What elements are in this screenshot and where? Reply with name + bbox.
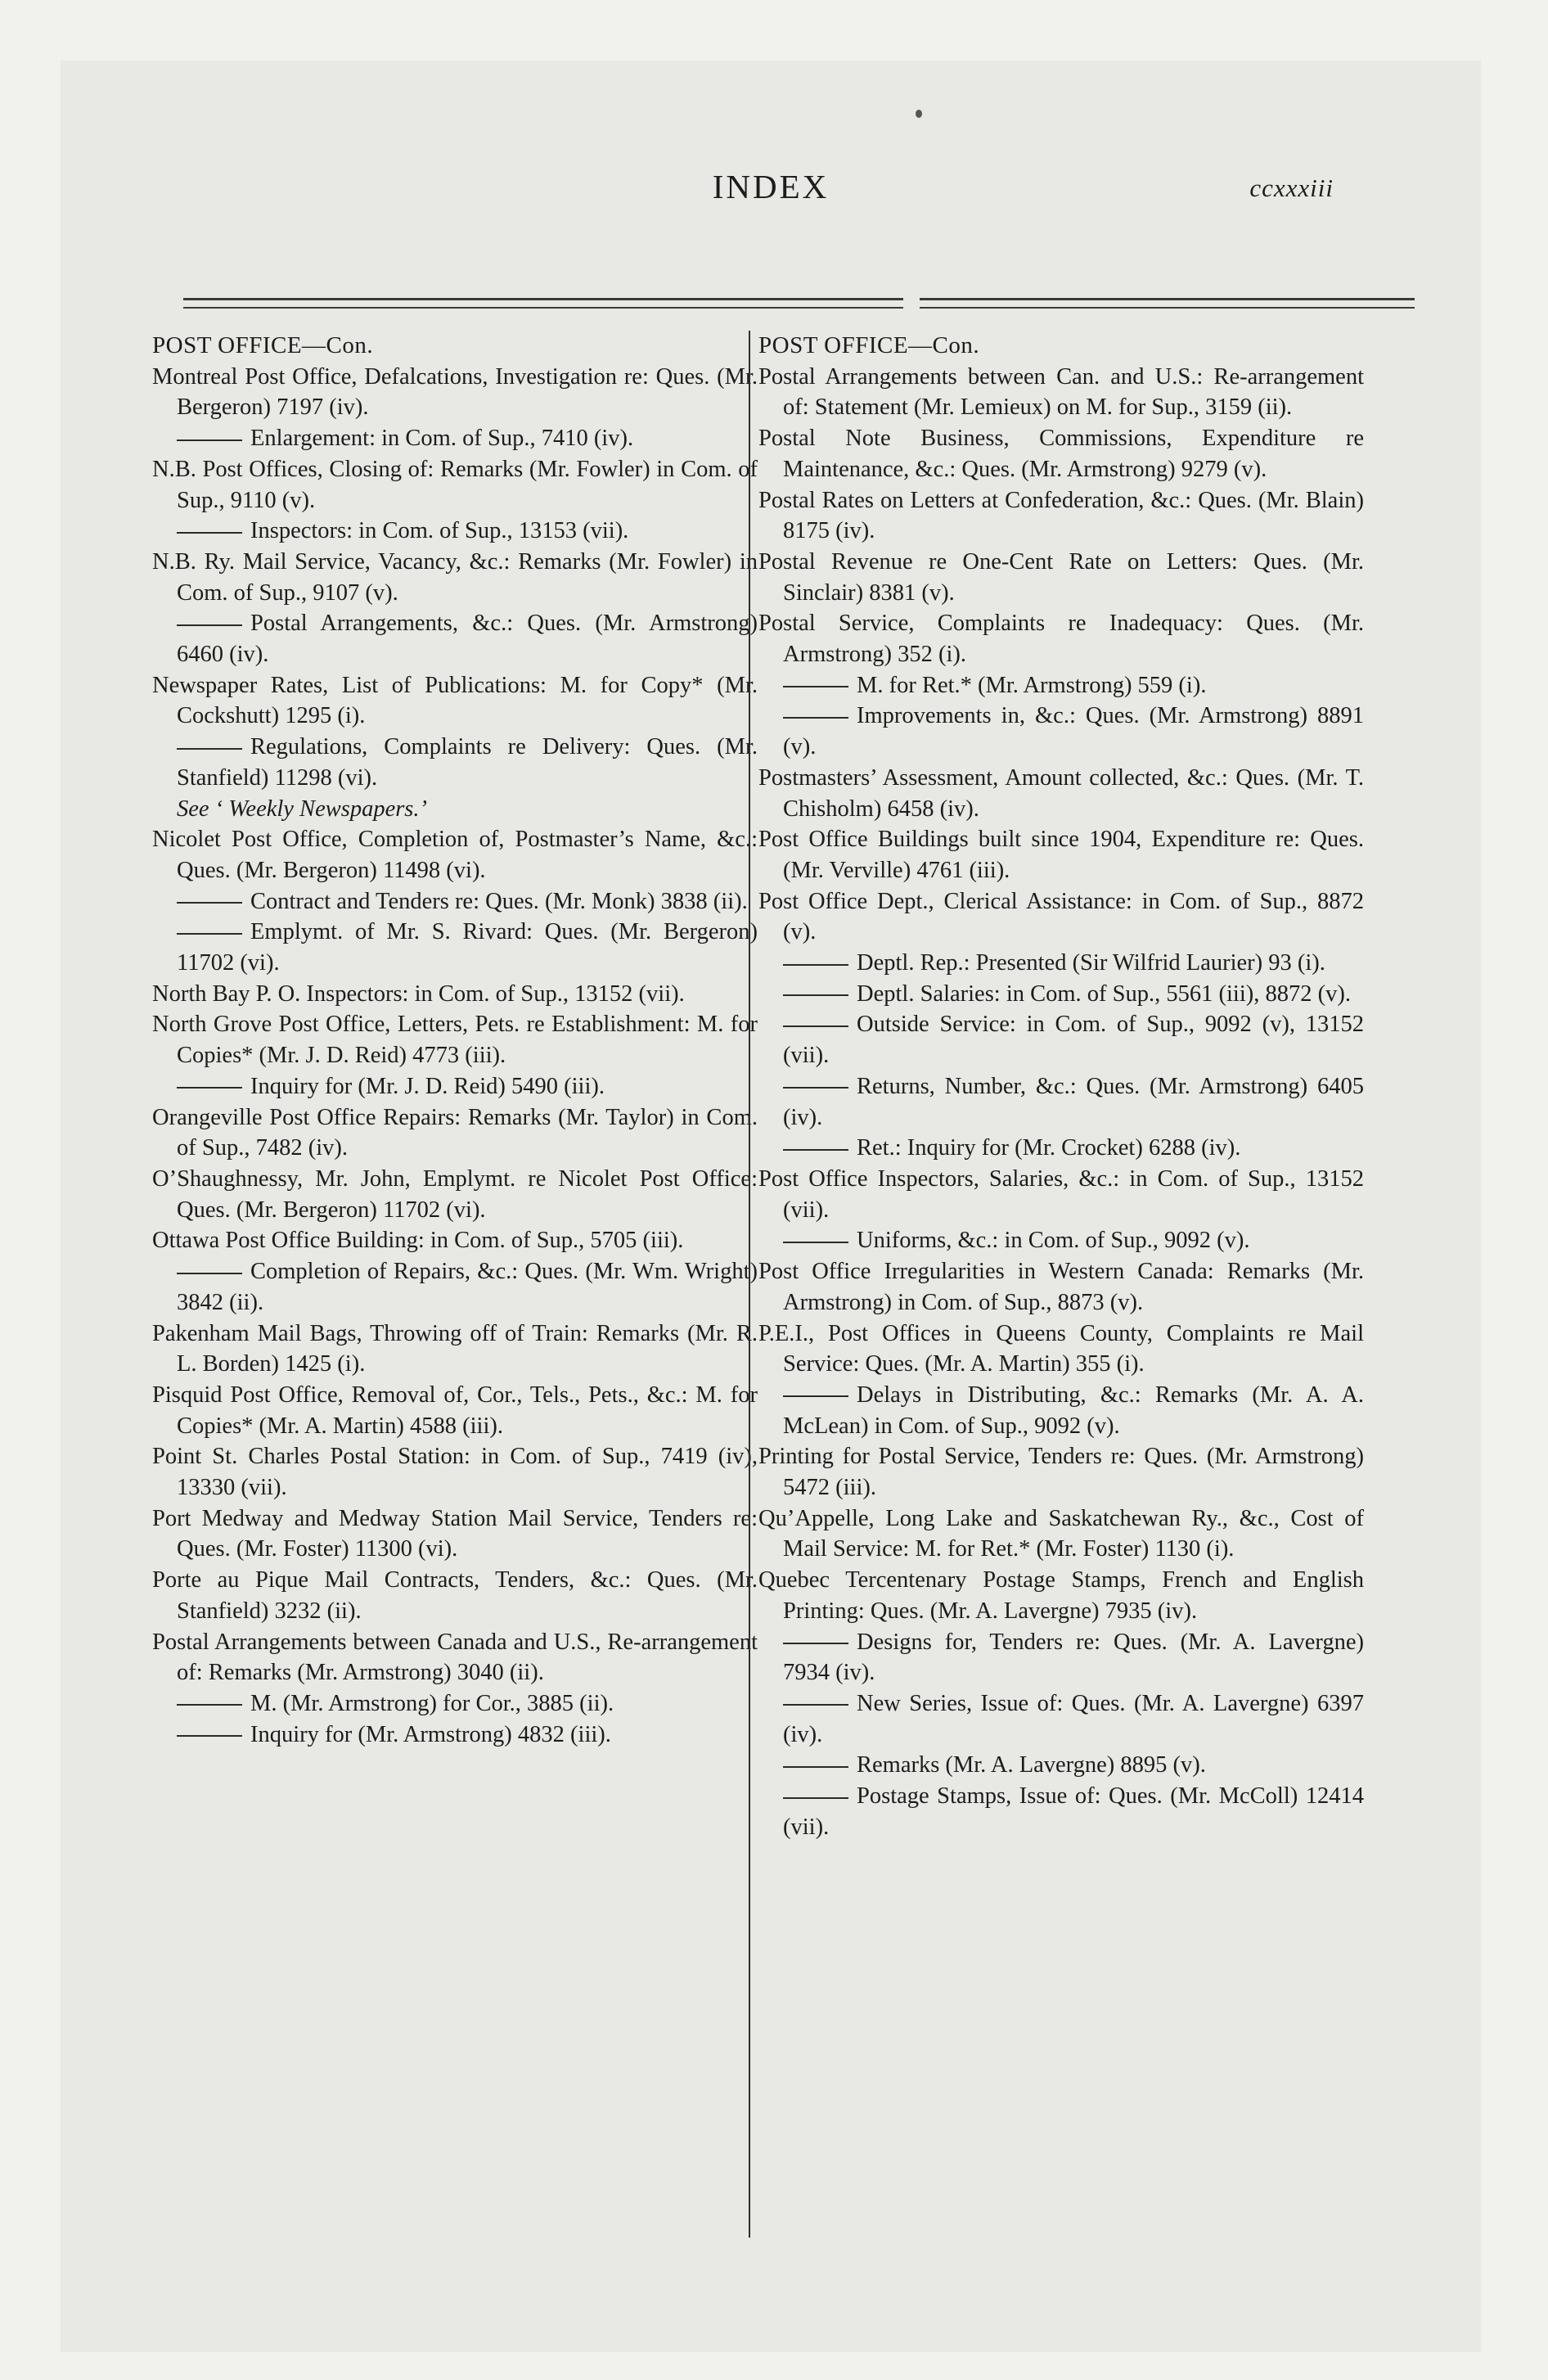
index-entry (758, 1164, 1364, 1225)
ditto-dash (783, 1797, 848, 1799)
column-divider (749, 331, 750, 2238)
entry-text: N.B. Ry. Mail Service, Vacancy, &c.: Remarks (Mr. Fowler) in Com. of Sup., 9107 (v). (152, 548, 758, 606)
index-entry (152, 1102, 758, 1164)
entry-text: Montreal Post Office, Defalcations, Investigation re: Ques. (Mr. Bergeron) 7197 (iv). (152, 363, 758, 421)
entry-text: Inquiry for (Mr. Armstrong) 4832 (iii). (250, 1721, 611, 1747)
ditto-dash (783, 717, 848, 719)
running-head (61, 167, 1481, 216)
ditto-dash (783, 1704, 848, 1706)
ditto-dash (177, 1735, 242, 1737)
ditto-dash (783, 964, 848, 966)
right-entries (758, 362, 1364, 1843)
ditto-dash (783, 1395, 848, 1397)
entry-text: Postal Rates on Letters at Confederation, &c.: Ques. (Mr. Blain) 8175 (iv). (758, 487, 1364, 544)
index-entry (758, 824, 1364, 886)
entry-text: Postal Revenue re One-Cent Rate on Letters: Ques. (Mr. Sinclair) 8381 (v). (758, 548, 1364, 606)
index-entry (152, 1441, 758, 1503)
ink-speck (916, 110, 922, 118)
index-subentry (152, 1256, 758, 1318)
left-entries (152, 362, 758, 1751)
index-subentry (758, 1009, 1364, 1071)
index-entry (152, 1627, 758, 1688)
entry-text: Delays in Distributing, &c.: Remarks (Mr. A. A. McLean) in Com. of Sup., 9092 (v). (783, 1382, 1364, 1439)
ditto-dash (177, 933, 242, 935)
ditto-dash (783, 1025, 848, 1027)
entry-text: Deptl. Salaries: in Com. of Sup., 5561 (iii), 8872 (v). (857, 980, 1351, 1007)
index-entry (152, 1164, 758, 1225)
index-entry (758, 608, 1364, 669)
entry-text: North Bay P. O. Inspectors: in Com. of Sup., 13152 (vii). (152, 980, 685, 1007)
entry-text: Enlargement: in Com. of Sup., 7410 (iv). (250, 426, 634, 452)
index-entry (152, 1225, 758, 1256)
ditto-dash (783, 1087, 848, 1089)
index-subentry (758, 1688, 1364, 1750)
entry-text: Ret.: Inquiry for (Mr. Crocket) 6288 (iv). (857, 1135, 1241, 1161)
index-subentry (758, 1781, 1364, 1842)
index-subentry (152, 516, 758, 547)
index-entry (758, 485, 1364, 547)
entry-text: Uniforms, &c.: in Com. of Sup., 9092 (v). (857, 1228, 1250, 1254)
entry-text: See ‘ Weekly Newspapers.’ (177, 796, 428, 822)
ditto-dash (177, 624, 242, 626)
entry-text: O’Shaughnessy, Mr. John, Emplymt. re Nicolet Post Office: Ques. (Mr. Bergeron) 11702 (vi). (152, 1165, 758, 1223)
entry-text: Remarks (Mr. A. Lavergne) 8895 (v). (857, 1752, 1206, 1778)
entry-text: Newspaper Rates, List of Publications: M. for Copy* (Mr. Cockshutt) 1295 (i). (152, 672, 758, 729)
entry-text: Postmasters’ Assessment, Amount collected, &c.: Ques. (Mr. T. Chisholm) 6458 (iv). (758, 764, 1364, 822)
entry-text: Outside Service: in Com. of Sup., 9092 (v), 13152 (vii). (783, 1012, 1364, 1069)
entry-text: Inspectors: in Com. of Sup., 13153 (vii). (250, 518, 629, 544)
index-entry (152, 547, 758, 608)
entry-text: Completion of Repairs, &c.: Ques. (Mr. Wm. Wright) 3842 (ii). (177, 1259, 758, 1315)
index-entry (758, 1318, 1364, 1380)
index-entry (758, 547, 1364, 608)
index-subentry (152, 423, 758, 454)
entry-text: Qu’Appelle, Long Lake and Saskatchewan Ry., &c., Cost of Mail Service: M. for Ret.* (Mr. Foster) 1130 (i). (758, 1505, 1364, 1562)
index-entry (758, 423, 1364, 485)
entry-text: Post Office Buildings built since 1904, Expenditure re: Ques. (Mr. Verville) 4761 (iii). (758, 827, 1364, 883)
index-entry (152, 1009, 758, 1071)
page-title: INDEX (712, 168, 830, 205)
header-rule-right (920, 298, 1415, 309)
index-subentry (758, 701, 1364, 762)
index-subentry (758, 1071, 1364, 1133)
entry-text: Point St. Charles Postal Station: in Com. of Sup., 7419 (iv), 13330 (vii). (152, 1444, 758, 1501)
index-subentry (758, 1133, 1364, 1164)
entry-text: Porte au Pique Mail Contracts, Tenders, &c.: Ques. (Mr. Stanfield) 3232 (ii). (152, 1567, 758, 1624)
entry-text: Postal Service, Complaints re Inadequacy: Ques. (Mr. Armstrong) 352 (i). (758, 611, 1364, 668)
entry-text: Regulations, Complaints re Delivery: Ques. (Mr. Stanfield) 11298 (vi). (177, 734, 758, 791)
entry-text: Designs for, Tenders re: Ques. (Mr. A. Lavergne) 7934 (iv). (783, 1629, 1364, 1686)
entry-text: Contract and Tenders re: Ques. (Mr. Monk) 3838 (ii). (250, 888, 748, 914)
entry-text: Emplymt. of Mr. S. Rivard: Ques. (Mr. Bergeron) 11702 (vi). (177, 919, 758, 976)
index-entry (152, 454, 758, 516)
index-entry (758, 1256, 1364, 1318)
entry-text: Postage Stamps, Issue of: Ques. (Mr. McColl) 12414 (vii). (783, 1783, 1364, 1840)
ditto-dash (783, 1766, 848, 1768)
entry-text: Port Medway and Medway Station Mail Service, Tenders re: Ques. (Mr. Foster) 11300 (vi). (152, 1505, 758, 1562)
index-subentry (758, 670, 1364, 701)
entry-text: Quebec Tercentenary Postage Stamps, French and English Printing: Ques. (Mr. A. Lavergne) 7935 (iv). (758, 1567, 1364, 1624)
left-column-heading: POST OFFICE—Con. (152, 332, 374, 358)
ditto-dash (177, 532, 242, 534)
entry-text: New Series, Issue of: Ques. (Mr. A. Lavergne) 6397 (iv). (783, 1690, 1364, 1747)
entry-text: Ottawa Post Office Building: in Com. of Sup., 5705 (iii). (152, 1228, 684, 1254)
index-entry (152, 362, 758, 423)
entry-text: Returns, Number, &c.: Ques. (Mr. Armstrong) 6405 (iv). (783, 1073, 1364, 1130)
index-subentry (152, 1688, 758, 1720)
index-entry (758, 1441, 1364, 1503)
ditto-dash (177, 748, 242, 750)
ditto-dash (783, 686, 848, 687)
entry-text: P.E.I., Post Offices in Queens County, Complaints re Mail Service: Ques. (Mr. A. Martin) 355 (i). (758, 1320, 1364, 1377)
index-entry (758, 362, 1364, 423)
entry-text: M. for Ret.* (Mr. Armstrong) 559 (i). (857, 672, 1207, 698)
entry-text: Post Office Inspectors, Salaries, &c.: in Com. of Sup., 13152 (vii). (758, 1165, 1364, 1223)
index-entry (758, 763, 1364, 824)
right-column-heading: POST OFFICE—Con. (758, 332, 980, 358)
entry-text: M. (Mr. Armstrong) for Cor., 3885 (ii). (250, 1690, 614, 1716)
index-subentry (758, 1225, 1364, 1256)
entry-text: Post Office Irregularities in Western Canada: Remarks (Mr. Armstrong) in Com. of Sup., 8873 (v). (758, 1259, 1364, 1315)
index-entry (152, 1503, 758, 1565)
entry-text: Pakenham Mail Bags, Throwing off of Train: Remarks (Mr. R. L. Borden) 1425 (i). (152, 1320, 758, 1377)
index-entry (152, 1565, 758, 1626)
index-subentry (758, 979, 1364, 1010)
index-subentry (152, 1071, 758, 1102)
header-rule-left (183, 298, 903, 309)
left-column (152, 331, 758, 1750)
entry-text: Post Office Dept., Clerical Assistance: in Com. of Sup., 8872 (v). (758, 888, 1364, 945)
entry-text: Inquiry for (Mr. J. D. Reid) 5490 (iii). (250, 1073, 605, 1099)
index-subentry (758, 948, 1364, 979)
index-entry (152, 670, 758, 732)
index-cross-reference (152, 794, 758, 825)
entry-text: Printing for Postal Service, Tenders re: Ques. (Mr. Armstrong) 5472 (iii). (758, 1444, 1364, 1501)
entry-text: Orangeville Post Office Repairs: Remarks (Mr. Taylor) in Com. of Sup., 7482 (iv). (152, 1104, 758, 1161)
ditto-dash (177, 1273, 242, 1274)
page (61, 61, 1481, 2352)
index-subentry (152, 886, 758, 917)
index-entry (152, 824, 758, 886)
entry-text: Improvements in, &c.: Ques. (Mr. Armstrong) 8891 (v). (783, 703, 1364, 760)
entry-text: Pisquid Post Office, Removal of, Cor., Tels., Pets., &c.: M. for Copies* (Mr. A. Martin) 4588 (iii). (152, 1382, 758, 1439)
index-subentry (152, 1720, 758, 1751)
entry-text: North Grove Post Office, Letters, Pets. re Establishment: M. for Copies* (Mr. J. D. Reid) 4773 (iii). (152, 1012, 758, 1069)
index-entry (758, 1565, 1364, 1626)
ditto-dash (783, 1643, 848, 1644)
right-column (758, 331, 1364, 1842)
index-entry (152, 979, 758, 1010)
index-subentry (758, 1750, 1364, 1781)
ditto-dash (783, 1242, 848, 1243)
entry-text: N.B. Post Offices, Closing of: Remarks (Mr. Fowler) in Com. of Sup., 9110 (v). (152, 456, 758, 513)
ditto-dash (177, 1704, 242, 1706)
page-number: ccxxxiii (1249, 174, 1334, 202)
ditto-dash (177, 439, 242, 441)
ditto-dash (783, 994, 848, 996)
entry-text: Postal Arrangements between Can. and U.S.: Re-arrangement of: Statement (Mr. Lemieux) on M. for Sup., 3159 (ii). (758, 363, 1364, 421)
index-subentry (152, 917, 758, 978)
index-entry (152, 1380, 758, 1441)
entry-text: Postal Note Business, Commissions, Expenditure re Maintenance, &c.: Ques. (Mr. Armstrong) 9279 (v). (758, 426, 1364, 482)
ditto-dash (783, 1149, 848, 1151)
index-entry (152, 1318, 758, 1380)
entry-text: Postal Arrangements, &c.: Ques. (Mr. Armstrong) 6460 (iv). (177, 611, 758, 668)
index-subentry (152, 608, 758, 669)
index-entry (758, 886, 1364, 948)
index-subentry (152, 732, 758, 793)
entry-text: Postal Arrangements between Canada and U.S., Re-arrangement of: Remarks (Mr. Armstrong) 3040 (ii). (152, 1629, 758, 1686)
ditto-dash (177, 902, 242, 904)
ditto-dash (177, 1087, 242, 1089)
index-subentry (758, 1627, 1364, 1688)
entry-text: Deptl. Rep.: Presented (Sir Wilfrid Laurier) 93 (i). (857, 950, 1325, 976)
index-subentry (758, 1380, 1364, 1441)
index-entry (758, 1503, 1364, 1565)
entry-text: Nicolet Post Office, Completion of, Postmaster’s Name, &c.: Ques. (Mr. Bergeron) 11498 (vi). (152, 827, 758, 883)
